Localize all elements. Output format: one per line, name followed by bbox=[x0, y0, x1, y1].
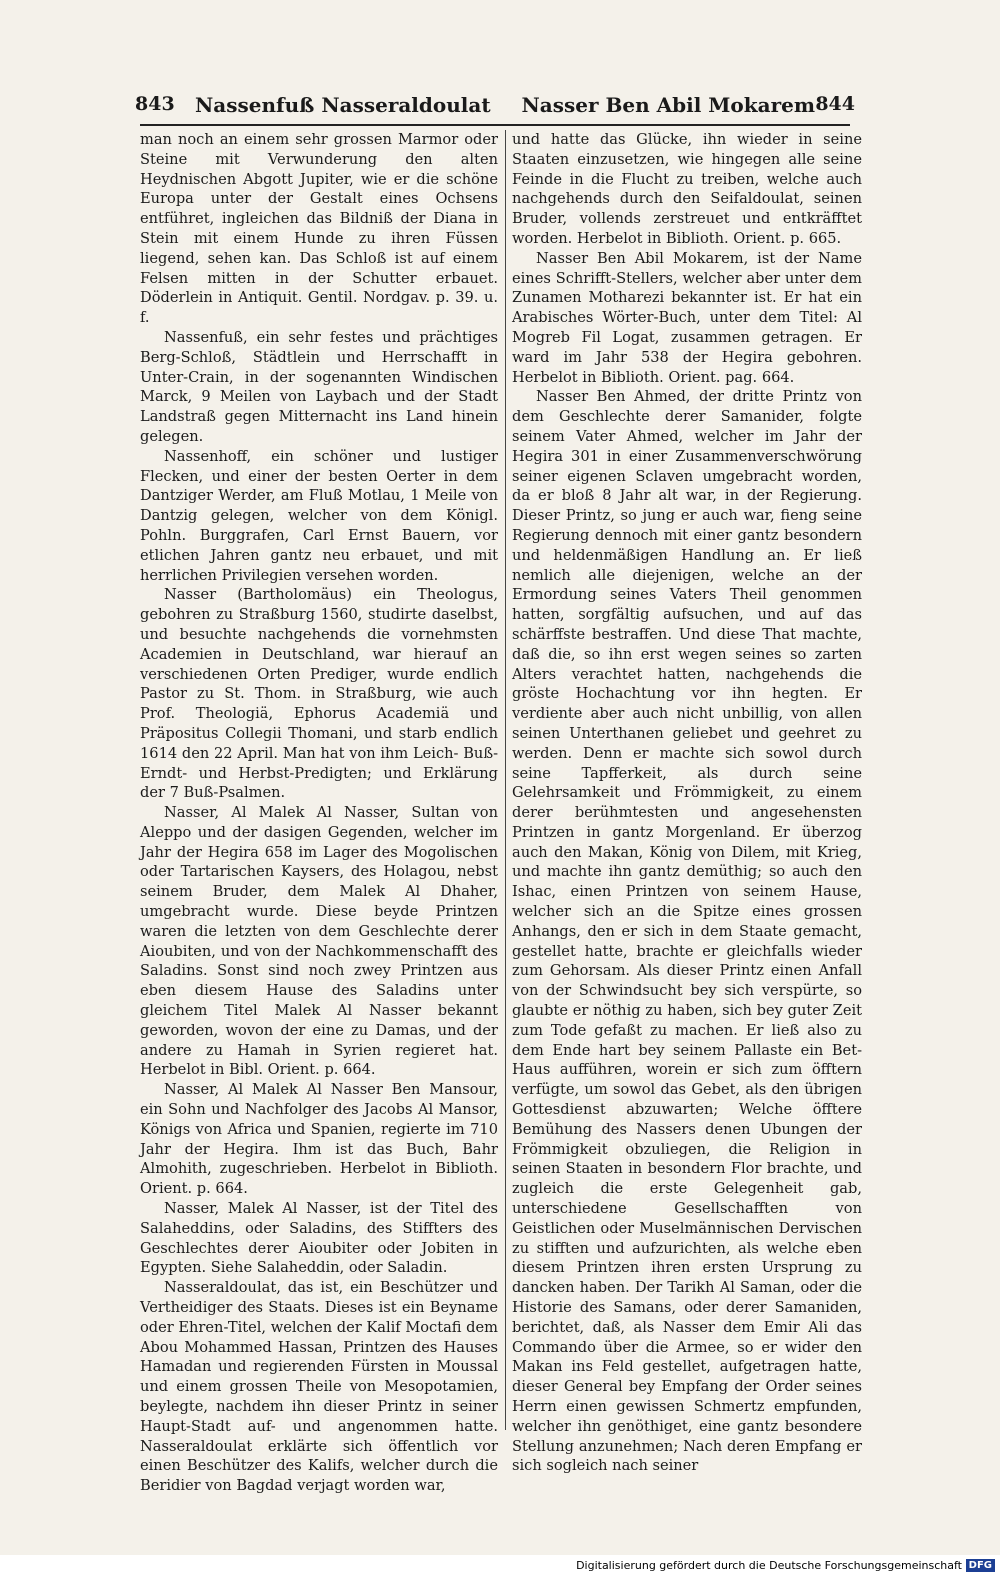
entry-continuation: und hatte das Glücke, ihn wieder in seine Staaten einzusetzen, wie hingegen alle seine Feinde in die Flucht zu treiben, welche auch nachgehends durch den Seifaldoulat, seinen Bruder, vollends zerstreuet und entkräfftet worden. Herbelot in Biblioth. Orient. p. 665. bbox=[512, 131, 862, 247]
digitization-credit: Digitalisierung gefördert durch die Deutsche Forschungsgemeinschaft bbox=[576, 1559, 962, 1572]
running-header bbox=[135, 93, 855, 123]
entry-nasser-al-malek: Nasser, Al Malek Al Nasser, Sultan von Aleppo und der dasigen Gegenden, welcher im Jahr der Hegira 658 im Lager des Mogolischen oder Tartarischen Kaysers, des Holagou, nebst seinem Bruder, dem Malek Al Dhaher, umgebracht wurde. Diese beyde Printzen waren die letzten von dem Geschlechte derer Aioubiten, und von der Nachkommenschafft des Saladins. Sonst sind noch zwey Printzen aus eben diesem Hause des Saladins unter gleichem Titel Malek Al Nasser bekannt geworden, wovon der eine zu Damas, und der andere zu Hamah in Syrien regieret hat. Herbelot in Bibl. Orient. p. 664. bbox=[140, 804, 498, 1079]
header-title-right: Nasser Ben Abil Mokarem bbox=[521, 93, 815, 117]
header-title-left: Nassenfuß Nasseraldoulat bbox=[195, 93, 491, 117]
entry-nasser-ben-abil-mokarem: Nasser Ben Abil Mokarem, ist der Name eines Schrifft-Stellers, welcher aber unter dem Zunamen Motharezi bekannter ist. Er hat ein Arabisches Wörter-Buch, unter dem Titel: Al Mogreb Fil Logat, zusammen getragen. Er ward im Jahr 538 der Hegira gebohren. Herbelot in Biblioth. Orient. pag. 664. bbox=[512, 249, 862, 386]
entry-nasser-bartholomaeus: Nasser (Bartholomäus) ein Theologus, gebohren zu Straßburg 1560, studirte daselbst, und besuchte nachgehends die vornehmsten Academien in Deutschland, war hierauf an verschiedenen Orten Prediger, wurde endlich Pastor zu St. Thom. in Straßburg, wie auch Prof. Theologiä, Ephorus Academiä und Präpositus Collegii Thomani, und starb endlich 1614 den 22 April. Man hat von ihm Leich- Buß- Erndt- und Herbst-Predigten; und Erklärung der 7 Buß-Psalmen. bbox=[140, 586, 498, 802]
entry-nasseraldoulat: Nasseraldoulat, das ist, ein Beschützer und Vertheidiger des Staats. Dieses ist ein Beyname oder Ehren-Titel, welchen der Kalif Moctafi dem Abou Mohammed Hassan, Printzen des Hauses Hamadan und regierenden Fürsten in Moussal und einem grossen Theile von Mesopotamien, beylegte, nachdem ihn dieser Printz in seiner Haupt-Stadt auf- und angenommen hatte. Nasseraldoulat erklärte sich öffentlich vor einen Beschützer des Kalifs, welcher durch die Beridier von Bagdad verjagt worden war, bbox=[140, 1279, 498, 1495]
column-divider bbox=[505, 130, 506, 1430]
entry-nassenhoff: Nassenhoff, ein schöner und lustiger Flecken, und einer der besten Oerter in dem Dantziger Werder, am Fluß Motlau, 1 Meile von Dantzig gelegen, welcher von dem Königl. Pohln. Burggrafen, Carl Ernst Bauern, vor etlichen Jahren gantz neu erbauet, und mit herrlichen Privilegien versehen worden. bbox=[140, 447, 498, 584]
entry-nasser-malek-al-nasser: Nasser, Malek Al Nasser, ist der Titel des Salaheddins, oder Saladins, des Stiffters des Geschlechtes derer Aioubiter oder Jobiten in Egypten. Siehe Salaheddin, oder Saladin. bbox=[140, 1200, 498, 1277]
entry-nassenfuss: Nassenfuß, ein sehr festes und prächtiges Berg-Schloß, Städtlein und Herrschafft in Unter-Crain, in der sogenannten Windischen Marck, 9 Meilen von Laybach und der Stadt Landstraß gegen Mitternacht ins Land hinein gelegen. bbox=[140, 328, 498, 445]
header-rule bbox=[140, 124, 850, 126]
entry-nasser-ben-mansour: Nasser, Al Malek Al Nasser Ben Mansour, ein Sohn und Nachfolger des Jacobs Al Mansor, Königs von Africa und Spanien, regierte im 710 Jahr der Hegira. Ihm ist das Buch, Bahr Almohith, zugeschrieben. Herbelot in Biblioth. Orient. p. 664. bbox=[140, 1081, 498, 1198]
entry-paragraph: man noch an einem sehr grossen Marmor oder Steine mit Verwunderung den alten Heydnischen Abgott Jupiter, wie er die schöne Europa unter der Gestalt eines Ochsens entführet, ingleichen das Bildniß der Diana in Stein mit einem Hunde zu ihren Füssen liegend, sehen kan. Das Schloß ist auf einem Felsen mitten in der Schutter erbauet. Döderlein in Antiquit. Gentil. Nordgav. p. 39. u. f. bbox=[140, 131, 498, 327]
dfg-logo: DFG bbox=[966, 1559, 995, 1572]
page-number-left: 843 bbox=[135, 93, 175, 115]
right-column bbox=[512, 130, 862, 1475]
left-column bbox=[140, 130, 498, 1495]
page-number-right: 844 bbox=[815, 93, 855, 115]
entry-nasser-ben-ahmed: Nasser Ben Ahmed, der dritte Printz von dem Geschlechte derer Samanider, folgte seinem Vater Ahmed, welcher im Jahr der Hegira 301 in einer Zusammenverschwörung seiner eigenen Sclaven umgebracht worden, da er bloß 8 Jahr alt war, in der Regierung. Dieser Printz, so jung er auch war, fieng seine Regierung dennoch mit einer gantz besondern und heldenmäßigen Handlung an. Er ließ nemlich alle diejenigen, welche an der Ermordung seines Vaters Theil genommen hatten, sorgfältig aufsuchen, und auf das schärffste bestraffen. Und diese That machte, daß die, so ihn erst wegen seines so zarten Alters verachtet hatten, nachgehends die gröste Hochachtung vor ihn hegten. Er verdiente aber auch nicht unbillig, von allen seinen Unterthanen geliebet und geehret zu werden. Denn er machte sich sowol durch seine Tapfferkeit, als durch seine Gelehrsamkeit und Frömmigkeit, zu einem derer berühmtesten und angesehensten Printzen in gantz Morgenland. Er überzog auch den Makan, König von Dilem, mit Krieg, und machte ihn gantz demüthig; so auch den Ishac, einen Printzen von seinem Hause, welcher sich an die Spitze eines grossen Anhangs, den er sich in dem Staate gemacht, gestellet hatte, brachte er gleichfalls wieder zum Gehorsam. Als dieser Printz einen Anfall von der Schwindsucht bey sich verspürte, so glaubte er nöthig zu haben, sich bey guter Zeit zum Tode gefaßt zu machen. Er ließ also zu dem Ende hart bey seinem Pallaste ein Bet-Haus aufführen, worein er sich zum öfftern verfügte, um sowol das Gebet, als den übrigen Gottesdienst abzuwarten; Welche öfftere Bemühung des Nassers denen Ubungen der Frömmigkeit obzuliegen, die Religion in seinen Staaten in besondern Flor brachte, und zugleich die erste Gelegenheit gab, unterschiedene Gesellschafften von Geistlichen oder Muselmännischen Dervischen zu stifften und aufzurichten, als welche eben diesem Printzen ihren ersten Ursprung zu dancken haben. Der Tarikh Al Saman, oder die Historie des Samans, oder derer Samaniden, berichtet, daß, als Nasser dem Emir Ali das Commando über die Armee, so er wider den Makan ins Feld gestellet, aufgetragen hatte, dieser General bey Empfang der Order seines Herrn einen gewissen Schmertz empfunden, welcher ihn genöthiget, eine gantz besondere Stellung anzunehmen; Nach deren Empfang er sich sogleich nach seiner bbox=[512, 388, 862, 1475]
